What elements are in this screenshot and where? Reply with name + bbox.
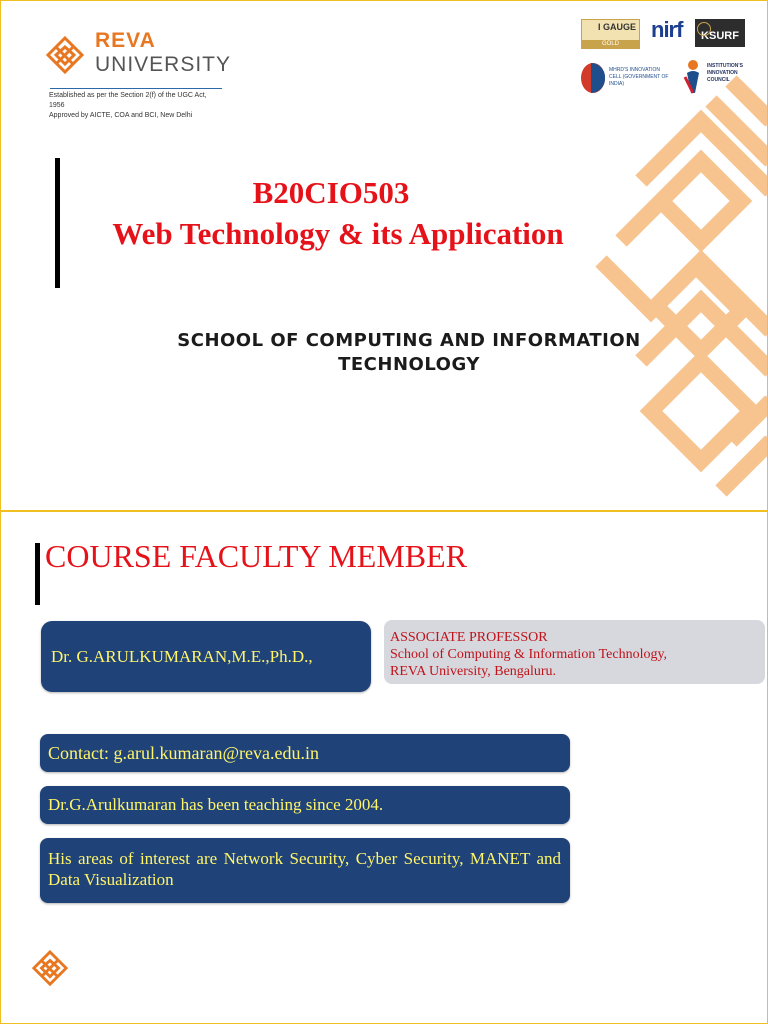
heading-accent-bar xyxy=(35,543,40,605)
reva-knot-icon-small xyxy=(31,949,69,991)
logo-underline xyxy=(50,88,222,89)
ksurf-seal-icon xyxy=(697,22,711,36)
faculty-name-box xyxy=(41,621,371,692)
ksurf-text: KSURF xyxy=(701,30,739,42)
faculty-slide xyxy=(0,511,768,1024)
council-text: INSTITUTION'S INNOVATION COUNCIL xyxy=(707,63,743,83)
establishment-line-1: Established as per the Section 2(f) of the UGC Act, xyxy=(49,92,207,99)
school-name-line1: SCHOOL OF COMPUTING AND INFORMATION xyxy=(177,330,641,351)
logo-line1: REVA xyxy=(95,29,156,52)
course-title: Web Technology & its Application xyxy=(112,216,564,251)
role-title: ASSOCIATE PROFESSOR xyxy=(390,630,548,645)
establishment-line-3: Approved by AICTE, COA and BCI, New Delhi xyxy=(49,112,193,119)
faculty-name: Dr. G.ARULKUMARAN,M.E.,Ph.D., xyxy=(51,647,313,666)
iguage-badge xyxy=(581,19,640,49)
title-slide xyxy=(0,0,768,511)
interests-box: His areas of interest are Network Security, Cyber Security, MANET and Data Visualization xyxy=(40,838,570,903)
decorative-knot-pattern xyxy=(581,61,768,511)
contact-box: Contact: g.arul.kumaran@reva.edu.in xyxy=(40,734,570,772)
faculty-role-box xyxy=(384,620,765,684)
reva-university-logo xyxy=(45,31,245,91)
ksurf-badge xyxy=(695,19,745,47)
establishment-line-2: 1956 xyxy=(49,102,65,109)
role-university: REVA University, Bengaluru. xyxy=(390,664,557,679)
role-school: School of Computing & Information Technology, xyxy=(390,647,668,662)
nirf-logo: nirf xyxy=(651,17,683,42)
school-name-line2: TECHNOLOGY xyxy=(338,354,480,375)
innovation-cell-text: MHRD'S INNOVATION CELL (GOVERNMENT OF INDIA) xyxy=(609,67,669,87)
course-code: B20CIO503 xyxy=(252,175,410,210)
slide-heading: COURSE FACULTY MEMBER xyxy=(45,538,467,574)
reva-knot-icon xyxy=(45,35,85,79)
establishment-note xyxy=(49,91,229,121)
logo-line2: UNIVERSITY xyxy=(95,53,232,76)
teaching-since-box: Dr.G.Arulkumaran has been teaching since 2004. xyxy=(40,786,570,824)
iguage-tier: GOLD xyxy=(582,40,639,48)
iguage-text: I GAUGE xyxy=(598,22,637,32)
